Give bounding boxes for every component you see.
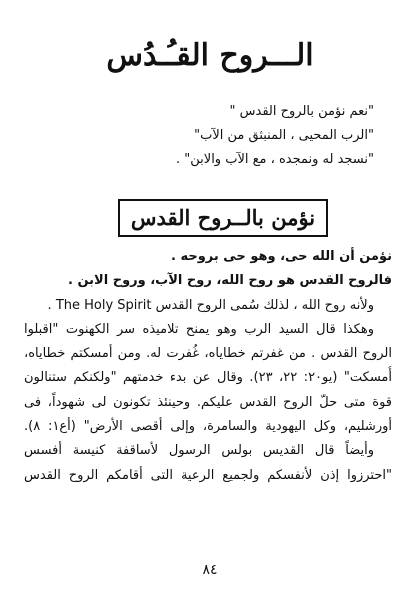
creed-quote [44, 100, 374, 172]
text-line: وهكذا قال السيد الرب وهو يمنح تلاميذه سر الكهنوت "اقبلوا [24, 321, 374, 337]
text-line: "احترزوا إذن لأنفسكم ولجميع الرعية التى أقامكم الروح القدس [24, 467, 392, 483]
text-line: وأيضاً قال القديس بولس الرسول لأساقفة كنيسة أفسس [24, 443, 374, 459]
creed-line: "الرب المحيى ، المنبثق من الآب" [194, 128, 374, 143]
body-text [24, 245, 392, 488]
text-line: الروح القدس . من غفرتم خطاياه، غُفرت له. ومن أمسكتم خطاياه، [24, 346, 392, 362]
creed-line: "نعم نؤمن بالروح القدس " [229, 104, 374, 119]
text-line: أورشليم، وكل اليهودية والسامرة، وإلى أقصى الأرض" (أع١: ٨). [24, 419, 392, 435]
text-line: أُمسكت" (يو٢٠: ٢٢، ٢٣). وقال عن بدء خدمتهم "ولكنكم ستنالون [24, 370, 392, 386]
text-line: ولأنه روح الله ، لذلك سُمى الروح القدس The Holy Spirit . [47, 297, 374, 313]
chapter-title: الـــروح القـُـدُس [106, 38, 314, 73]
text-line: نؤمن أن الله حى، وهو حى بروحه . [170, 249, 392, 264]
creed-line: "نسجد له ونمجده ، مع الآب والابن" . [176, 152, 374, 167]
text-line: فالروح القدس هو روح الله، روح الآب، وروح الابن . [68, 273, 392, 289]
section-title: نؤمن بالــروح القدس [118, 199, 328, 237]
page-number: ٨٤ [202, 562, 218, 578]
text-line: قوة متى حلّ الروح القدس عليكم. وحينئذ تكونون لى شهوداً، فى [24, 394, 392, 410]
